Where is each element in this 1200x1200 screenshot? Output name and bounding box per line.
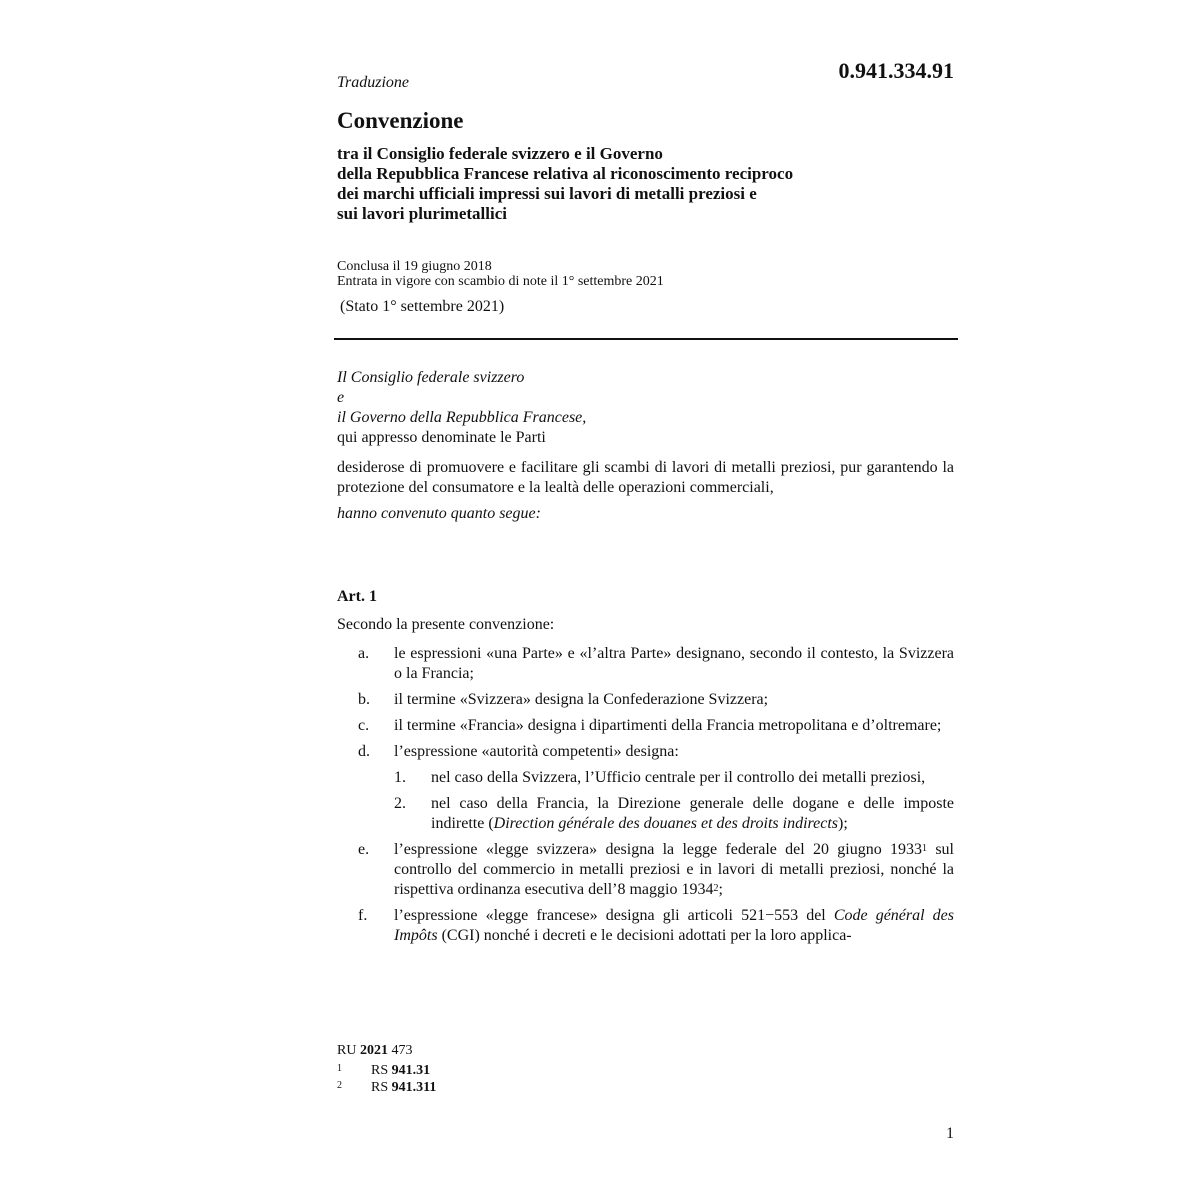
item-label: e.	[358, 841, 370, 858]
item-text-cont: sul controllo del commercio in metalli preziosi e in lavori di metalli preziosi, nonché la rispettiva ordinanza esecutiva dell’8 maggio 1934	[394, 841, 955, 898]
preamble-party-1: Il Consiglio federale svizzero	[337, 369, 525, 386]
footnote-number: 2	[337, 1080, 342, 1091]
item-label: c.	[358, 717, 370, 734]
sub-item-label: 1.	[394, 769, 406, 786]
item-text: l’espressione «autorità competenti» designa:	[394, 743, 679, 760]
status-date: (Stato 1° settembre 2021)	[340, 298, 505, 315]
header-divider	[334, 338, 958, 340]
footnote-prefix: RS	[371, 1080, 392, 1095]
list-item	[337, 644, 954, 684]
preamble-agreed: hanno convenuto quanto segue:	[337, 505, 541, 522]
subtitle-line: sui lavori plurimetallici	[337, 204, 507, 223]
document-title: Convenzione	[337, 108, 464, 133]
sub-list-item	[394, 794, 954, 834]
item-text: le espressioni «una Parte» e «l’altra Parte» designano, secondo il contesto, la Svizzera o la Francia;	[394, 645, 954, 682]
translation-note: Traduzione	[337, 74, 410, 91]
item-text: l’espressione «legge svizzera» designa la legge federale del 20 giugno 1933	[394, 841, 923, 858]
sub-item-italic-text: Direction générale des douanes et des droits indirects	[493, 815, 839, 832]
article-heading: Art. 1	[337, 588, 377, 605]
subtitle-line: dei marchi ufficiali impressi sui lavori di metalli preziosi e	[337, 184, 757, 203]
list-item	[337, 906, 954, 946]
sr-number: 0.941.334.91	[838, 58, 954, 83]
sub-item-text-end: );	[838, 815, 848, 832]
footnote-ref[interactable]: 2	[713, 883, 719, 894]
list-item	[337, 742, 954, 834]
sub-item-label: 2.	[394, 795, 406, 812]
list-item	[337, 716, 954, 736]
sub-list-item	[394, 768, 954, 788]
item-text: il termine «Svizzera» designa la Confederazione Svizzera;	[394, 691, 769, 708]
concluded-date: Conclusa il 19 giugno 2018	[337, 259, 492, 274]
ru-prefix: RU	[337, 1043, 360, 1058]
preamble-and: e	[337, 389, 345, 406]
subtitle-line: della Repubblica Francese relativa al riconoscimento reciproco	[337, 164, 794, 183]
ru-year: 2021	[359, 1043, 388, 1058]
item-label: b.	[358, 691, 370, 708]
item-text-end: ;	[718, 881, 723, 898]
subtitle-line: tra il Consiglio federale svizzero e il Governo	[337, 144, 663, 163]
footnotes	[337, 1062, 436, 1096]
footnote-ref-link[interactable]: 941.311	[391, 1080, 437, 1095]
sub-item-text: nel caso della Svizzera, l’Ufficio centrale per il controllo dei metalli preziosi,	[431, 769, 926, 786]
document-subtitle	[337, 144, 957, 224]
item-label: a.	[358, 645, 370, 662]
footnote-ref-link[interactable]: 941.31	[391, 1063, 431, 1078]
list-item	[337, 690, 954, 710]
preamble-party-2: il Governo della Repubblica Francese,	[337, 409, 587, 426]
item-text: il termine «Francia» designa i dipartimenti della Francia metropolitana e d’oltremare;	[394, 717, 942, 734]
footnote-ref[interactable]: 1	[922, 843, 928, 854]
entry-into-force: Entrata in vigore con scambio di note il 1° settembre 2021	[337, 274, 664, 289]
preamble	[337, 368, 954, 524]
sub-item-text: nel caso della Francia, la Direzione generale delle dogane e delle imposte indirette (	[431, 795, 954, 832]
preamble-hereinafter: qui appresso denominate le Parti	[337, 429, 546, 446]
page-number: 1	[946, 1125, 954, 1142]
ru-page: 473	[387, 1043, 413, 1058]
list-item	[337, 840, 954, 900]
footnote-prefix: RS	[371, 1063, 392, 1078]
preamble-desire: desiderose di promuovere e facilitare gli scambi di lavori di metalli preziosi, pur garantendo la protezione del consumatore e la lealtà delle operazioni commerciali,	[337, 459, 954, 496]
item-label: f.	[358, 907, 368, 924]
definitions-list	[337, 644, 954, 952]
ru-reference	[337, 1043, 412, 1059]
article-intro: Secondo la presente convenzione:	[337, 616, 555, 633]
item-italic-text: Code général des Impôts	[394, 907, 954, 944]
footnote	[337, 1062, 436, 1079]
item-label: d.	[358, 743, 370, 760]
footnote-number: 1	[337, 1063, 342, 1074]
item-text-cont: (CGI) nonché i decreti e le decisioni adottati per la loro applica-	[437, 927, 852, 944]
footnote	[337, 1079, 436, 1096]
item-text: l’espressione «legge francese» designa gli articoli 521−553 del	[394, 907, 834, 924]
